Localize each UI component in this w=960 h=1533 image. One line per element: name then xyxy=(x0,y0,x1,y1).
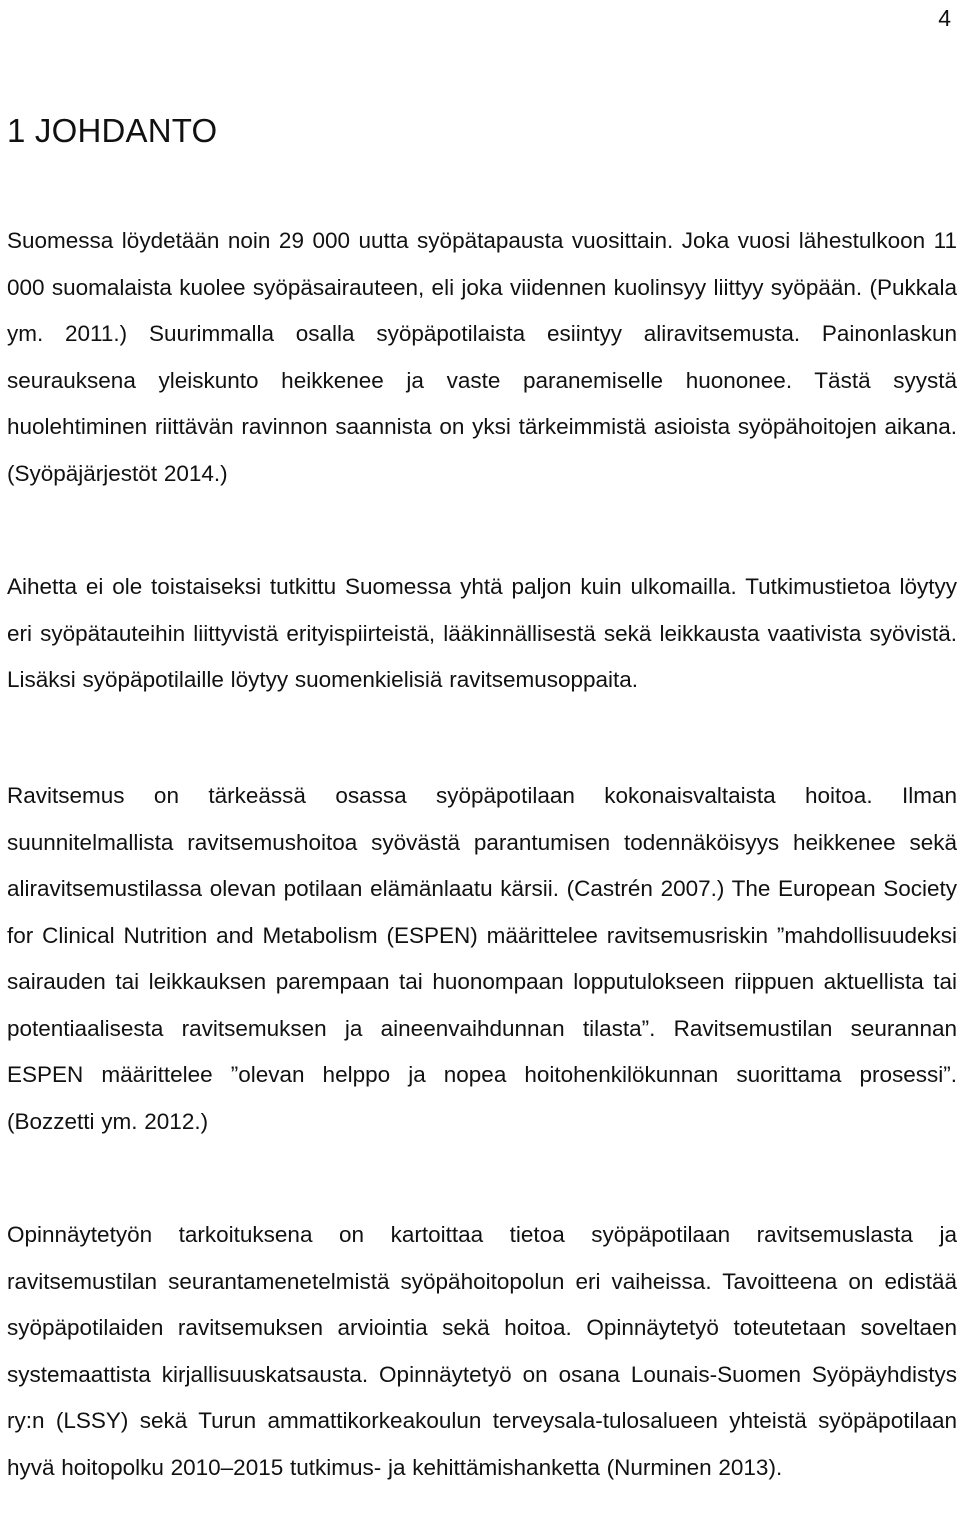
paragraph-intro: Suomessa löydetään noin 29 000 uutta syöpätapausta vuosittain. Joka vuosi lähestulkoon 11 000 suomalaista kuolee syöpäsairauteen, eli joka viidennen kuolinsyy liittyy syöpään. (Pukkala ym. 2011.) Suurimmalla osalla syöpäpotilaista esiintyy aliravitsemusta. Painonlaskun seurauksena yleiskunto heikkenee ja vaste paranemiselle huononee. Tästä syystä huolehtiminen riittävän ravinnon saannista on yksi tärkeimmistä asioista syöpähoitojen aikana. (Syöpäjärjestöt 2014.) xyxy=(7,228,957,486)
paragraph-nutrition: Ravitsemus on tärkeässä osassa syöpäpotilaan kokonaisvaltaista hoitoa. Ilman suunnitelmallista ravitsemushoitoa syövästä parantumisen todennäköisyys heikkenee sekä aliravitsemustilassa olevan potilaan elämänlaatu kärsii. (Castrén 2007.) The European Society for Clinical Nutrition and Metabolism (ESPEN) määrittelee ravitsemusriskin ”mahdollisuudeksi sairauden tai leikkauksen parempaan tai huonompaan lopputulokseen riippuen aktuellista tai potentiaalisesta ravitsemuksen ja aineenvaihdunnan tilasta”. Ravitsemustilan seurannan ESPEN määrittelee ”olevan helppo ja nopea hoitohenkilökunnan suorittama prosessi”. (Bozzetti ym. 2012.) xyxy=(7,783,957,1134)
page-number: 4 xyxy=(938,5,951,31)
chapter-title: 1 JOHDANTO xyxy=(7,112,218,149)
paragraph-research: Aihetta ei ole toistaiseksi tutkittu Suomessa yhtä paljon kuin ulkomailla. Tutkimustietoa löytyy eri syöpätauteihin liittyvistä erityispiirteistä, lääkinnällisestä sekä leikkausta vaativista syövistä. Lisäksi syöpäpotilaille löytyy suomenkielisiä ravitsemusoppaita. xyxy=(7,574,957,692)
paragraph-aim: Opinnäytetyön tarkoituksena on kartoittaa tietoa syöpäpotilaan ravitsemuslasta ja ravitsemustilan seurantamenetelmistä syöpähoitopolun eri vaiheissa. Tavoitteena on edistää syöpäpotilaiden ravitsemuksen arviointia sekä hoitoa. Opinnäytetyö toteutetaan soveltaen systemaattista kirjallisuuskatsausta. Opinnäytetyö on osana Lounais-Suomen Syöpäyhdistys ry:n (LSSY) sekä Turun ammattikorkeakoulun terveysala-tulosalueen yhteistä syöpäpotilaan hyvä hoitopolku 2010–2015 tutkimus- ja kehittämishanketta (Nurminen 2013). xyxy=(7,1222,957,1480)
